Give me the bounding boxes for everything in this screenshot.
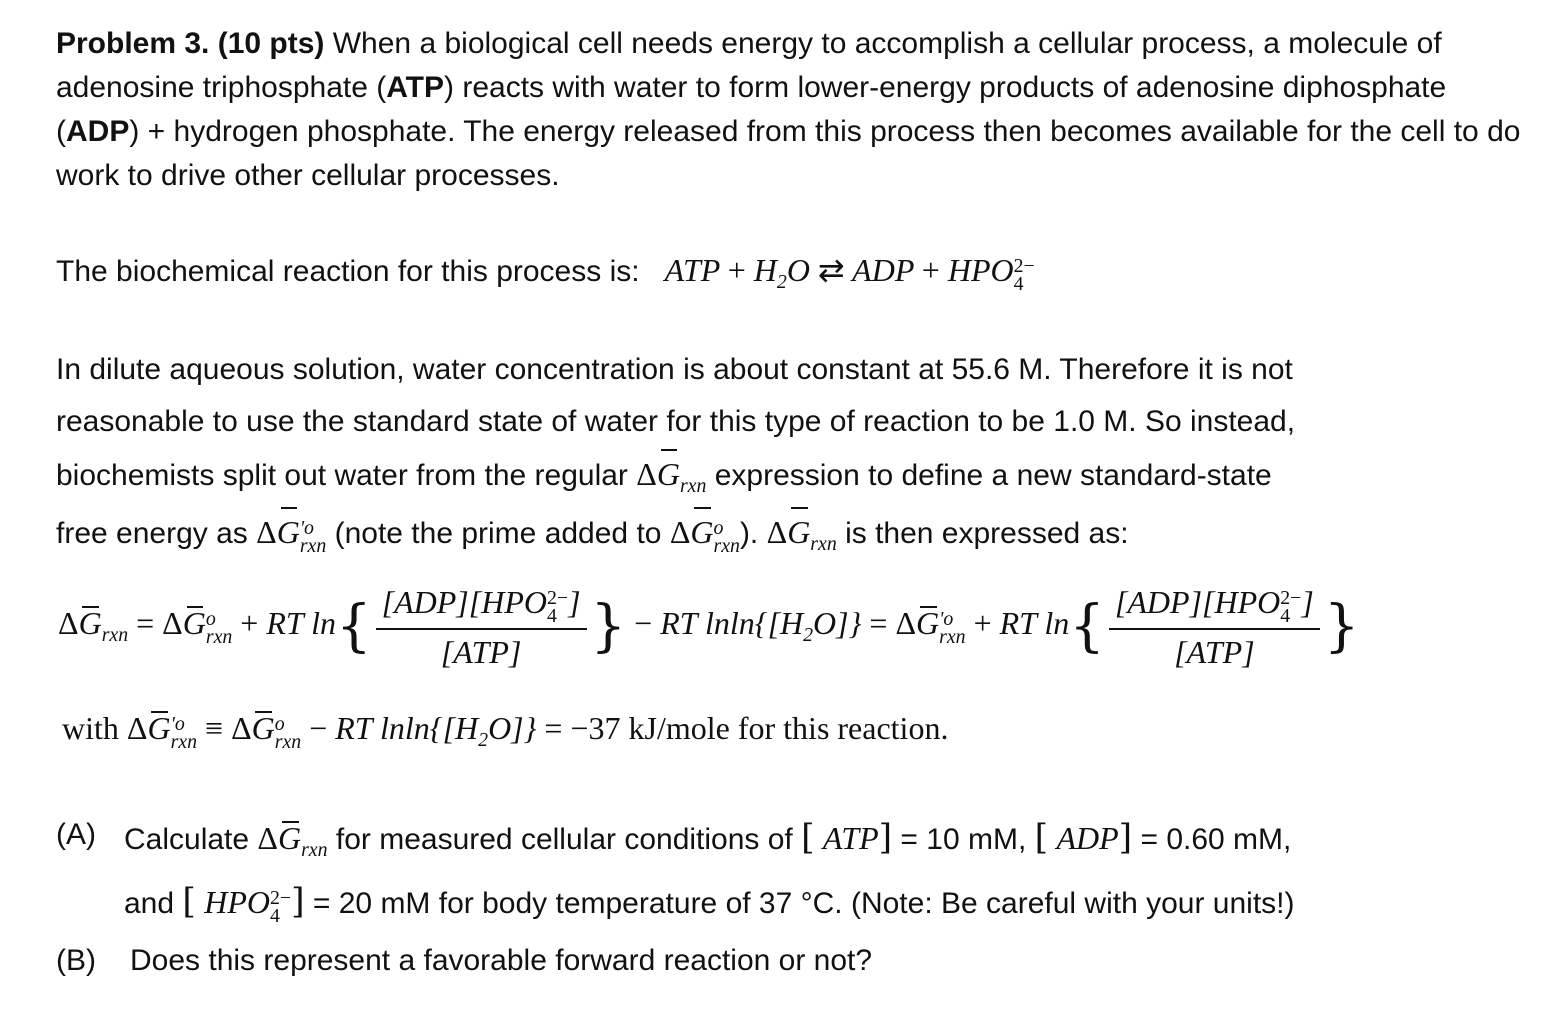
quotient-fraction-2: [ADP][HPO 2− 4 ] [ATP] (1109, 582, 1320, 672)
delta-g-prime-standard: ΔG 'o rxn (256, 514, 326, 550)
equilibrium-arrow-icon: ⇄ (817, 251, 845, 289)
delta-g-standard: ΔG o rxn (670, 514, 740, 550)
problem-heading: Problem 3. (10 pts) (56, 27, 325, 60)
question-b-label: (B) (56, 944, 96, 977)
delta-g-rxn-2: $\Delta G_{rxn}$ (767, 514, 837, 550)
prime-definition: with ΔG 'o rxn ≡ ΔG o rxn − RT $lnln\{[H_2O]\} = -37$ kJ/mole for this reaction. (62, 710, 949, 753)
problem-intro: Problem 3. (10 pts) When a biological cell needs energy to accomplish a cellular process, a molecule of adenosine triphosphate (ATP) reacts with water to form lower-energy products of adenosine diphosphate (ADP) + hydrogen phosphate. The energy released from this process then becomes available for the cell to do work to drive other cellular processes. (56, 27, 1521, 192)
quotient-fraction-1: [ADP][HPO 2− 4 ] [ATP] (376, 582, 587, 672)
question-a-line1: Calculate $\Delta G_{rxn}$ for measured cellular conditions of [ ATP] = 10 mM, [ ADP] = 0.60 mM, (124, 818, 1292, 861)
reaction-statement: The biochemical reaction for this process is: ATP + $H_2O$ ⇄ ADP + HPO 2− 4 (56, 251, 1035, 295)
adp-abbreviation: ADP (66, 115, 130, 148)
standard-state-explanation: In dilute aqueous solution, water concentration is about constant at 55.6 M. Therefore it is not reasonable to use the standard state of water for this type of reaction to be 1.0 M. So instead, biochemists split out water from the regular $\Delta G_{rxn}$ expression to define a new standard-state free energy as ΔG 'o rxn (note the prime added to ΔG o rxn ). $\Delta G_{rxn}$ is then expressed as: (56, 353, 1296, 557)
free-energy-equation: $\Delta G_{rxn} = \Delta G$ o rxn + RT ln{ [ADP][HPO 2− 4 ] [ATP] } − RT $lnln\{[H_2O]\} = \Delta G$ 'o rxn + RT ln{ [ADP][HPO 2− 4 ] [ATP] } (58, 584, 1360, 670)
question-a-label: (A) (56, 818, 96, 851)
question-b-text: Does this represent a favorable forward reaction or not? (130, 944, 873, 977)
atp-abbreviation: ATP (386, 71, 445, 104)
reaction-equation: ATP + $H_2O$ ⇄ ADP + HPO 2− 4 (664, 251, 1035, 295)
question-a-line2: and [ HPO 2− 4 ] = 20 mM for body temperature of 37 °C. (Note: Be careful with your units!) (124, 882, 1295, 927)
delta-g-rxn: $\Delta G_{rxn}$ (636, 456, 706, 492)
